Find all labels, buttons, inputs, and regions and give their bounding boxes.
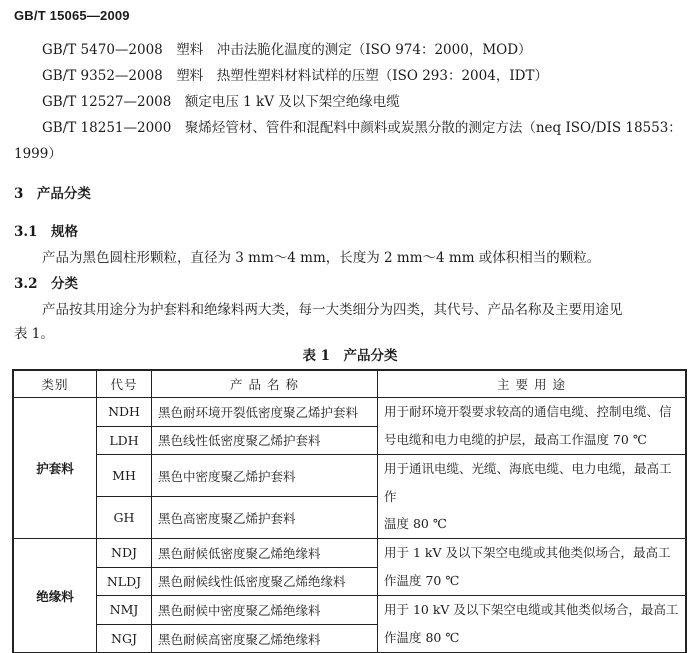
use-cell — [378, 538, 686, 595]
code-cell: MH — [97, 455, 152, 497]
section-3-2-heading: 3.2 分类 — [14, 276, 78, 292]
code-cell: LDH — [97, 426, 152, 455]
use-line: 号电缆和电力电缆的护层，最高工作温度 70 ℃ — [384, 431, 647, 447]
section-3-1-body: 产品为黑色圆柱形颗粒，直径为 3 mm～4 mm，长度为 2 mm～4 mm 或体积相当的颗粒。 — [42, 250, 601, 266]
name-cell: 黑色高密度聚乙烯护套料 — [152, 497, 378, 539]
code-cell: GH — [97, 497, 152, 539]
table-row — [14, 455, 686, 497]
use-cell — [378, 398, 686, 455]
page-header: GB/T 15065—2009 — [14, 8, 130, 23]
header-use: 主 要 用 途 — [378, 371, 686, 398]
code-cell: NMJ — [97, 596, 152, 625]
name-cell: 黑色线性低密度聚乙烯护套料 — [152, 426, 378, 455]
name-cell: 黑色耐候中密度聚乙烯绝缘料 — [152, 596, 378, 625]
use-line: 作温度 70 ℃ — [384, 572, 460, 588]
category-cell: 护套料 — [14, 398, 97, 539]
product-classification-table — [13, 370, 686, 653]
table-row — [14, 596, 686, 625]
code-cell: NGJ — [97, 624, 152, 653]
name-cell: 黑色耐环境开裂低密度聚乙烯护套料 — [152, 398, 378, 427]
reference-item: GB/T 18251—2000 聚烯烃管材、管件和混配料中颜料或炭黑分散的测定方法（neq ISO/DIS 18553： — [42, 120, 682, 136]
table-row — [14, 538, 686, 567]
category-cell: 绝缘料 — [14, 538, 97, 652]
header-code: 代号 — [97, 371, 152, 398]
name-cell: 黑色耐候线性低密度聚乙烯绝缘料 — [152, 567, 378, 596]
code-cell: NDH — [97, 398, 152, 427]
name-cell: 黑色耐候低密度聚乙烯绝缘料 — [152, 538, 378, 567]
reference-item: GB/T 9352—2008 塑料 热塑性塑料材料试样的压塑（ISO 293：2004，IDT） — [42, 68, 548, 84]
use-line: 作温度 80 ℃ — [384, 629, 460, 645]
use-line: 用于 10 kV 及以下架空电缆或其他类似场合，最高工 — [384, 602, 679, 618]
section-3-heading: 3 产品分类 — [14, 186, 91, 202]
reference-continuation: 1999） — [14, 146, 62, 162]
table-row — [14, 398, 686, 427]
reference-item: GB/T 12527—2008 额定电压 1 kV 及以下架空绝缘电缆 — [42, 94, 400, 110]
section-3-2-body-cont: 表 1。 — [14, 326, 54, 342]
reference-item: GB/T 5470—2008 塑料 冲击法脆化温度的测定（ISO 974：2000，MOD） — [42, 42, 532, 58]
use-line: 用于 1 kV 及以下架空电缆或其他类似场合，最高工 — [384, 544, 671, 560]
use-cell — [378, 596, 686, 653]
use-cell — [378, 455, 686, 539]
name-cell: 黑色中密度聚乙烯护套料 — [152, 455, 378, 497]
header-name: 产 品 名 称 — [152, 371, 378, 398]
header-category: 类别 — [14, 371, 97, 398]
use-line: 用于通讯电缆、光缆、海底电缆、电力电缆，最高工作 — [384, 461, 672, 504]
section-3-1-heading: 3.1 规格 — [14, 224, 78, 240]
use-line: 用于耐环境开裂要求较高的通信电缆、控制电缆、信 — [384, 404, 672, 419]
use-line: 温度 80 ℃ — [384, 516, 447, 532]
section-3-2-body: 产品按其用途分为护套料和绝缘料两大类，每一大类细分为四类，其代号、产品名称及主要用途见 — [42, 302, 623, 318]
code-cell: NDJ — [97, 538, 152, 567]
name-cell: 黑色耐候高密度聚乙烯绝缘料 — [152, 624, 378, 653]
table-caption: 表 1 产品分类 — [302, 348, 398, 364]
table-header-row — [14, 371, 686, 398]
code-cell: NLDJ — [97, 567, 152, 596]
